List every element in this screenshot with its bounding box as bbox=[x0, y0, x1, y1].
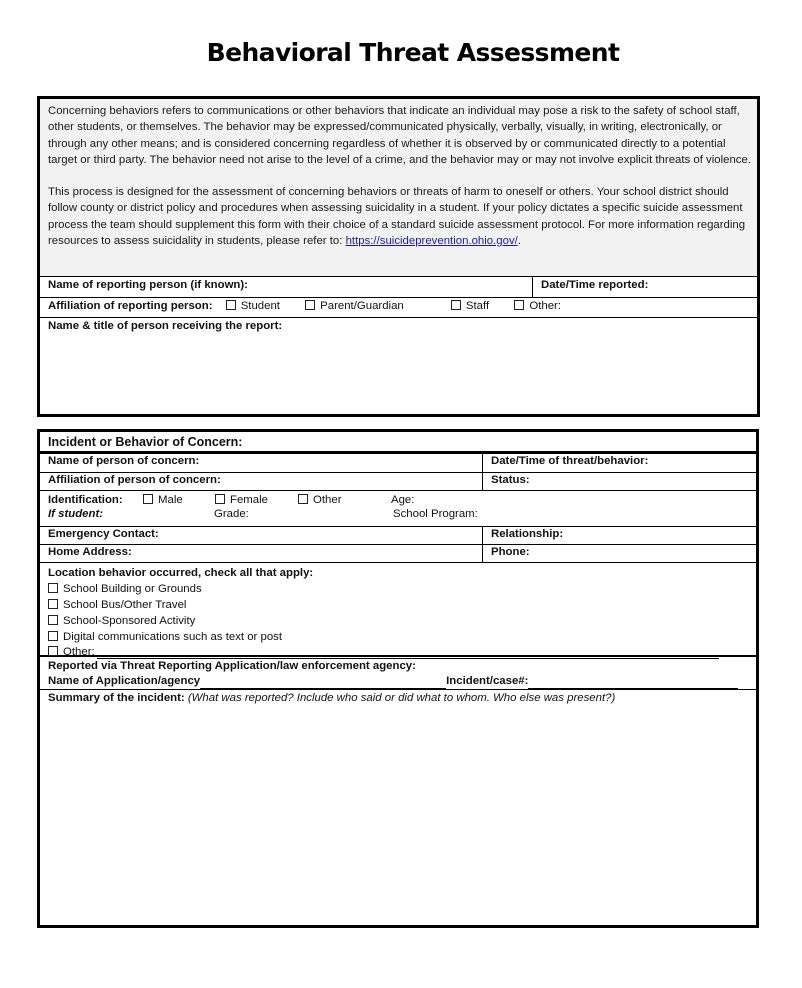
intro-paragraph-2-text: This process is designed for the assessment of concerning behaviors or threats of harm to oneself or others. Your school district should follow county or district policy and procedures when assessing suicidality in a student. If your policy dictates a specific suicide assessment process the team should supplement this form with their choice of a standard suicide assessment protocol. For more information regarding resources to assess suicidality in students, please refer to: bbox=[48, 186, 746, 248]
intro-paragraph-2 bbox=[48, 184, 757, 249]
receiver-name-title-field[interactable]: Name & title of person receiving the report: bbox=[48, 320, 283, 332]
location-section bbox=[40, 563, 756, 657]
incident-section bbox=[37, 429, 759, 928]
location-option-school-bus[interactable] bbox=[48, 597, 748, 613]
app-name-input[interactable] bbox=[200, 676, 446, 689]
affiliation-option-staff[interactable] bbox=[451, 300, 489, 312]
person-of-concern-name-field[interactable]: Name of person of concern: bbox=[48, 455, 200, 467]
option-label: Staff bbox=[465, 300, 490, 312]
date-time-reported-field[interactable]: Date/Time reported: bbox=[532, 277, 757, 297]
option-label: Other bbox=[313, 494, 342, 506]
checkbox-icon bbox=[215, 494, 225, 504]
student-row bbox=[40, 508, 756, 523]
checkbox-icon bbox=[298, 494, 308, 504]
checkbox-icon bbox=[48, 615, 58, 625]
reporting-affiliation-label: Affiliation of reporting person: bbox=[48, 300, 213, 312]
checkbox-icon bbox=[514, 300, 524, 310]
relationship-field[interactable]: Relationship: bbox=[482, 527, 756, 544]
age-field[interactable]: Age: bbox=[391, 494, 415, 506]
summary-field[interactable] bbox=[40, 690, 756, 924]
location-option-digital-communications[interactable] bbox=[48, 629, 748, 645]
home-address-field[interactable]: Home Address: bbox=[48, 546, 132, 558]
option-label: Other: bbox=[63, 646, 95, 658]
option-label: Parent/Guardian bbox=[320, 300, 404, 312]
school-program-field[interactable]: School Program: bbox=[393, 508, 478, 520]
intro-paragraph-2-end: . bbox=[517, 235, 521, 248]
checkbox-icon bbox=[451, 300, 461, 310]
threat-date-time-field[interactable]: Date/Time of threat/behavior: bbox=[482, 454, 756, 472]
checkbox-icon bbox=[48, 646, 58, 656]
location-option-school-building[interactable] bbox=[48, 581, 748, 597]
incident-heading: Incident or Behavior of Concern: bbox=[40, 432, 756, 454]
option-label: Other: bbox=[529, 300, 561, 312]
affiliation-option-parent-guardian[interactable] bbox=[305, 300, 404, 312]
identification-row bbox=[40, 491, 756, 508]
page-title: Behavioral Threat Assessment bbox=[206, 38, 620, 67]
location-option-other[interactable] bbox=[48, 645, 748, 659]
case-number-input[interactable] bbox=[528, 676, 738, 689]
emergency-contact-field[interactable]: Emergency Contact: bbox=[48, 528, 159, 540]
option-label: Female bbox=[230, 494, 268, 506]
affiliation-option-other[interactable] bbox=[514, 300, 561, 312]
grade-field[interactable]: Grade: bbox=[214, 508, 249, 520]
reported-via-label: Reported via Threat Reporting Application/law enforcement agency: bbox=[48, 660, 416, 672]
checkbox-icon bbox=[48, 583, 58, 593]
location-other-input[interactable] bbox=[97, 646, 719, 659]
app-name-label: Name of Application/agency bbox=[48, 675, 201, 687]
identification-option-male[interactable] bbox=[143, 494, 183, 506]
option-label: School Bus/Other Travel bbox=[63, 599, 187, 611]
checkbox-icon bbox=[143, 494, 153, 504]
phone-field[interactable]: Phone: bbox=[482, 545, 756, 562]
option-label: School-Sponsored Activity bbox=[63, 615, 196, 627]
intro-paragraph-1: Concerning behaviors refers to communications or other behaviors that indicate an individual may pose a risk to the safety of school staff, other students, or themselves. The behavior may be expressed/communicated physically, verbally, visually, in writing, electronically, or through any other means; and is considered concerning regardless of whether it is observed by or communicated directly to a potential target or third party. The behavior need not arise to the level of a crime, and the behavior may or may not involve explicit threats of violence. bbox=[48, 105, 752, 166]
option-label: School Building or Grounds bbox=[63, 583, 202, 595]
summary-label: Summary of the incident: bbox=[48, 692, 185, 704]
location-option-school-sponsored-activity[interactable] bbox=[48, 613, 748, 629]
checkbox-icon bbox=[226, 300, 236, 310]
identification-option-female[interactable] bbox=[215, 494, 268, 506]
affiliation-option-student[interactable] bbox=[226, 300, 280, 312]
if-student-label: If student: bbox=[48, 508, 104, 520]
case-number-label: Incident/case#: bbox=[446, 675, 529, 687]
location-label: Location behavior occurred, check all that apply: bbox=[48, 567, 314, 579]
checkbox-icon bbox=[48, 631, 58, 641]
identification-label: Identification: bbox=[48, 494, 123, 506]
intro-panel bbox=[40, 99, 757, 277]
suicide-prevention-link[interactable]: https://suicideprevention.ohio.gov/ bbox=[345, 235, 518, 248]
summary-hint: (What was reported? Include who said or did what to whom. Who else was present?) bbox=[187, 692, 616, 704]
option-label: Male bbox=[158, 494, 183, 506]
reporting-section bbox=[37, 96, 760, 417]
option-label: Digital communications such as text or post bbox=[63, 631, 283, 643]
checkbox-icon bbox=[305, 300, 315, 310]
status-field[interactable]: Status: bbox=[482, 473, 756, 490]
reporting-affiliation-row bbox=[40, 298, 757, 317]
reported-via-section bbox=[40, 657, 756, 690]
reporting-person-name-field[interactable]: Name of reporting person (if known): bbox=[48, 279, 248, 291]
identification-option-other[interactable] bbox=[298, 494, 342, 506]
checkbox-icon bbox=[48, 599, 58, 609]
option-label: Student bbox=[240, 300, 280, 312]
person-of-concern-affiliation-field[interactable]: Affiliation of person of concern: bbox=[48, 474, 221, 486]
